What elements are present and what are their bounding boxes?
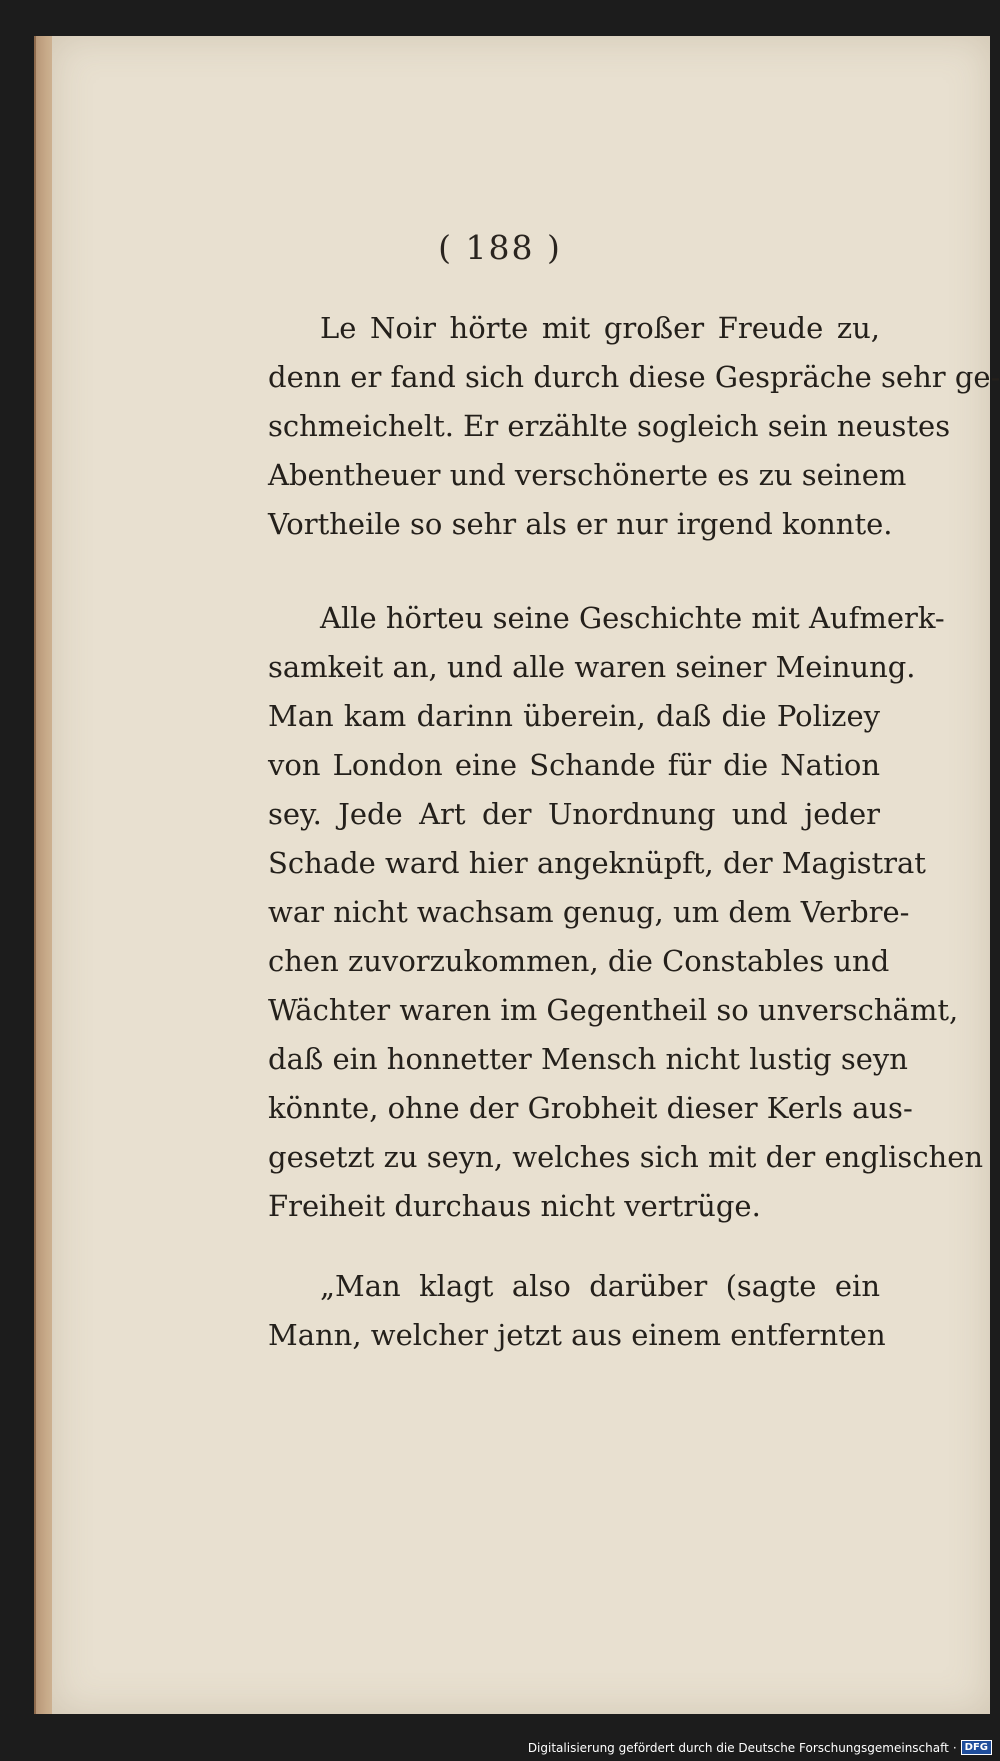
text-line: „Man klagt also darüber (sagte ein xyxy=(320,1269,880,1303)
text-line: war nicht wachsam genug, um dem Verbre- xyxy=(268,895,910,929)
text-line: Abentheuer und verschönerte es zu seinem xyxy=(268,458,907,492)
text-line: Vortheile so sehr als er nur irgend konnte. xyxy=(268,507,893,541)
text-line: gesetzt zu seyn, welches sich mit der englischen xyxy=(268,1140,984,1174)
text-line: Schade ward hier angeknüpft, der Magistrat xyxy=(268,846,926,880)
page-number: ( 188 ) xyxy=(438,228,562,267)
text-line: Mann, welcher jetzt aus einem entfernten xyxy=(268,1318,886,1352)
text-line: Alle hörteu seine Geschichte mit Aufmerk- xyxy=(320,601,945,635)
paragraph-1 xyxy=(268,304,1000,549)
credit-text: Digitalisierung gefördert durch die Deutsche Forschungsgemeinschaft xyxy=(527,1740,949,1755)
text-line: von London eine Schande für die Nation xyxy=(268,748,880,782)
text-line: Man kam darinn überein, daß die Polizey xyxy=(268,699,880,733)
text-line: samkeit an, und alle waren seiner Meinung. xyxy=(268,650,916,684)
dfg-logo: DFG xyxy=(961,1740,992,1755)
text-line: Freiheit durchaus nicht vertrüge. xyxy=(268,1189,761,1223)
text-line: könnte, ohne der Grobheit dieser Kerls aus- xyxy=(268,1091,913,1125)
text-line: denn er fand sich durch diese Gespräche sehr ge- xyxy=(268,360,1000,394)
text-line: schmeichelt. Er erzählte sogleich sein neustes xyxy=(268,409,951,443)
text-line: Wächter waren im Gegentheil so unverschämt, xyxy=(268,993,959,1027)
text-line: chen zuvorzukommen, die Constables und xyxy=(268,944,890,978)
digitization-credit xyxy=(528,1740,992,1755)
credit-separator: · xyxy=(952,1740,957,1755)
text-line: sey. Jede Art der Unordnung und jeder xyxy=(268,797,880,831)
text-line: Le Noir hörte mit großer Freude zu, xyxy=(320,311,880,345)
paragraph-3 xyxy=(268,1262,886,1360)
paragraph-2 xyxy=(268,594,984,1231)
text-line: daß ein honnetter Mensch nicht lustig seyn xyxy=(268,1042,908,1076)
